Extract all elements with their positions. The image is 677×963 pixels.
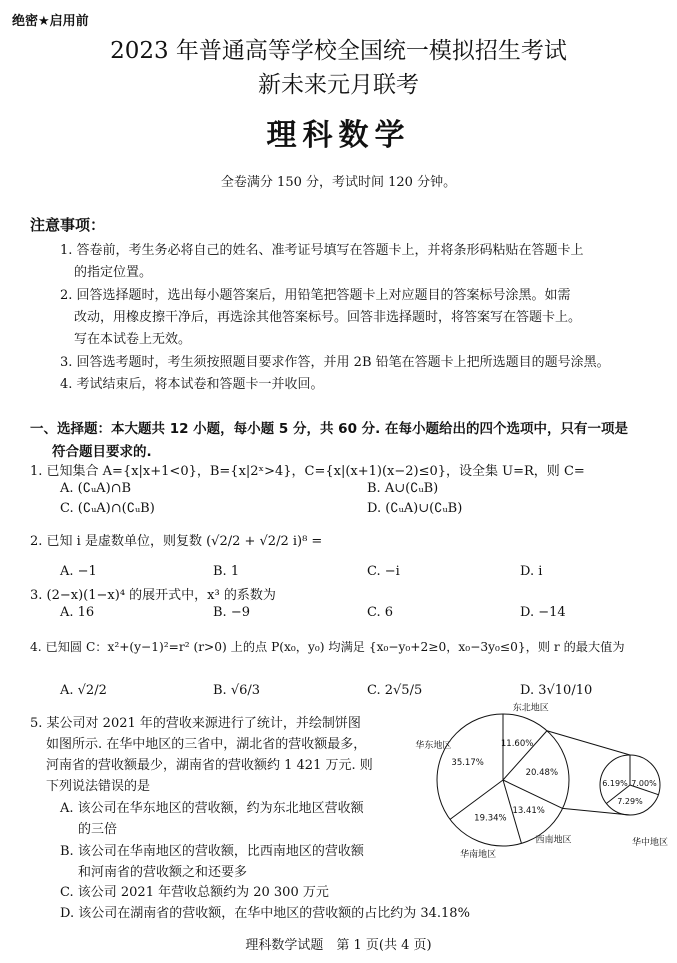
notice-item: 4. 考试结束后，将本试卷和答题卡一并收回。 <box>60 377 324 392</box>
question-2-option-b: B. 1 <box>213 564 240 579</box>
pie-region-label: 西南地区 <box>535 835 572 846</box>
notice-item: 的指定位置。 <box>74 265 153 280</box>
subject-title: 理科数学 <box>266 118 411 153</box>
question-4-option-b: B. √6/3 <box>213 683 261 698</box>
pie-region-label: 华东地区 <box>415 741 452 752</box>
page-footer: 理科数学试题 第 1 页(共 4 页) <box>245 938 432 953</box>
question-5-option-b-cont: 和河南省的营收额之和还要多 <box>78 865 248 880</box>
question-5-option-d: D. 该公司在湖南省的营收额，在华中地区的营收额的占比约为 34.18% <box>60 906 470 921</box>
question-3-option-b: B. −9 <box>213 605 250 620</box>
question-1-stem: 1. 已知集合 A={x|x+1<0}，B={x|2ˣ>4}，C={x|(x+1)(x−2)≤0}，设全集 U=R，则 C= <box>30 464 585 479</box>
exam-title: 2023 年普通高等学校全国统一模拟招生考试 <box>110 38 567 64</box>
question-5-stem: 如图所示. 在华中地区的三省中，湖北省的营收额最多， <box>46 737 367 752</box>
question-5-option-b: B. 该公司在华南地区的营收额，比西南地区的营收额 <box>60 844 364 859</box>
question-2-option-c: C. −i <box>367 564 400 579</box>
question-1-option-a: A. (∁ᵤA)∩B <box>60 481 132 496</box>
question-2-option-d: D. i <box>520 564 543 579</box>
exam-info: 全卷满分 150 分，考试时间 120 分钟。 <box>220 175 457 190</box>
notice-item: 1. 答卷前，考生务必将自己的姓名、准考证号填写在答题卡上，并将条形码粘贴在答题卡上 <box>60 243 584 258</box>
question-2-stem: 2. 已知 i 是虚数单位，则复数 (√2/2 + √2/2 i)⁸ = <box>30 534 323 549</box>
question-3-option-c: C. 6 <box>367 605 394 620</box>
notice-item: 改动，用橡皮擦干净后，再选涂其他答案标号。回答非选择题时，将答案写在答题卡上。 <box>74 310 582 325</box>
question-2-option-a: A. −1 <box>60 564 97 579</box>
pie-chart <box>415 703 673 860</box>
question-1-option-b: B. A∪(∁ᵤB) <box>367 481 439 496</box>
question-4-stem: 4. 已知圆 C：x²+(y−1)²=r² (r>0) 上的点 P(x₀，y₀) 均满足 {x₀−y₀+2≥0，x₀−3y₀≤0}，则 r 的最大值为 <box>30 640 625 654</box>
question-1-option-c: C. (∁ᵤA)∩(∁ᵤB) <box>60 501 155 516</box>
sub-pie-value-label: 6.19% <box>602 779 628 788</box>
pie-region-label: 东北地区 <box>512 703 549 714</box>
question-4-option-c: C. 2√5/5 <box>367 683 423 698</box>
question-5-stem: 下列说法错误的是 <box>46 779 151 794</box>
question-3-option-d: D. −14 <box>520 605 566 620</box>
question-5-option-c: C. 该公司 2021 年营收总额约为 20 300 万元 <box>60 885 329 900</box>
section-heading-cont: 符合题目要求的. <box>52 444 152 460</box>
question-5-option-a-cont: 的三倍 <box>78 822 118 837</box>
section-heading: 一、选择题：本大题共 12 小题，每小题 5 分，共 60 分. 在每小题给出的四个选项中，只有一项是 <box>30 421 628 437</box>
notice-item: 3. 回答选考题时，考生须按照题目要求作答，并用 2B 铅笔在答题卡上把所选题目的题号涂黑。 <box>60 355 610 370</box>
pie-slice-value-label: 13.41% <box>512 806 545 817</box>
question-4-option-a: A. √2/2 <box>60 683 107 698</box>
secret-label: 绝密★启用前 <box>12 14 89 29</box>
pie-slice-value-label: 35.17% <box>451 758 484 769</box>
notice-item: 写在本试卷上无效。 <box>74 332 192 347</box>
pie-slice-value-label: 11.60% <box>500 739 534 750</box>
sub-pie-value-label: 7.00% <box>631 779 657 788</box>
question-5-stem: 5. 某公司对 2021 年的营收来源进行了统计，并绘制饼图 <box>30 716 361 731</box>
question-1-option-d: D. (∁ᵤA)∪(∁ᵤB) <box>367 501 463 516</box>
pie-region-label: 华中地区 <box>631 838 669 848</box>
pie-region-label: 华南地区 <box>460 849 497 860</box>
main-pie <box>437 714 572 846</box>
exam-subtitle: 新未来元月联考 <box>258 72 419 98</box>
question-3-stem: 3. (2−x)(1−x)⁴ 的展开式中，x³ 的系数为 <box>30 588 276 603</box>
question-3-option-a: A. 16 <box>60 605 95 620</box>
question-5-stem: 河南省的营收额最少，湖南省的营收额约 1 421 万元. 则 <box>46 758 373 773</box>
sub-pie-value-label: 7.29% <box>617 797 643 806</box>
notice-heading: 注意事项： <box>30 216 106 234</box>
notice-item: 2. 回答选择题时，选出每小题答案后，用铅笔把答题卡上对应题目的答案标号涂黑。如需 <box>60 288 571 303</box>
pie-slice-value-label: 19.34% <box>474 813 507 824</box>
question-5-option-a: A. 该公司在华东地区的营收额，约为东北地区营收额 <box>60 801 364 816</box>
question-4-option-d: D. 3√10/10 <box>520 683 593 698</box>
pie-slice-value-label: 20.48% <box>525 768 559 779</box>
